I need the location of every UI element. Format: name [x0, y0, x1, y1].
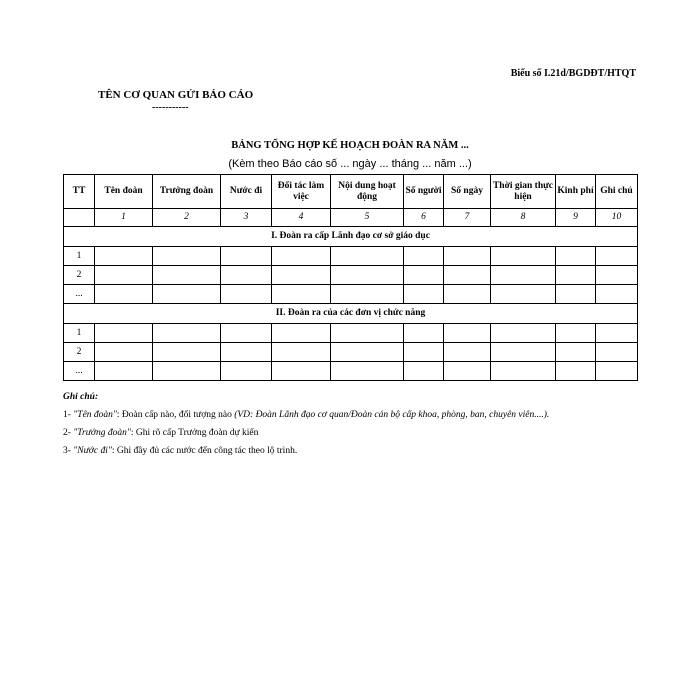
table-row [64, 266, 638, 285]
note-text: : Đoàn cấp nào, đối tượng nào [116, 410, 235, 420]
note-term: "Tên đoàn" [73, 410, 117, 420]
note-item [63, 428, 549, 438]
col-header-noi-dung: Nội dung hoạt động [331, 175, 404, 209]
agency-name: TÊN CƠ QUAN GỬI BÁO CÁO [98, 89, 254, 101]
table-row [64, 324, 638, 343]
plan-table [63, 174, 638, 381]
column-number: 7 [444, 209, 491, 227]
notes-heading: Ghi chú: [63, 392, 99, 402]
note-term: "Trưởng đoàn" [73, 428, 131, 438]
column-number: 9 [556, 209, 596, 227]
col-header-doi-tac: Đối tác làm việc [272, 175, 331, 209]
row-index: 1 [64, 247, 95, 266]
table-row [64, 247, 638, 266]
col-header-ghi-chu: Ghi chú [596, 175, 638, 209]
col-header-kinh-phi: Kinh phí [556, 175, 596, 209]
row-index: ... [64, 285, 95, 304]
column-number: 5 [331, 209, 404, 227]
section-row [64, 227, 638, 247]
col-header-so-ngay: Số ngày [444, 175, 491, 209]
row-index: 2 [64, 343, 95, 362]
note-prefix: 2- [63, 428, 74, 438]
column-number: 3 [221, 209, 272, 227]
table-row [64, 362, 638, 381]
note-item [63, 410, 549, 420]
column-number: 8 [491, 209, 556, 227]
section-row [64, 304, 638, 324]
note-item [63, 446, 549, 456]
row-index: 1 [64, 324, 95, 343]
col-header-so-nguoi: Số người [404, 175, 444, 209]
col-header-nuoc-di: Nước đi [221, 175, 272, 209]
column-number: 6 [404, 209, 444, 227]
section-title: II. Đoàn ra của các đơn vị chức năng [64, 304, 638, 324]
column-number: 4 [272, 209, 331, 227]
table-row [64, 343, 638, 362]
column-number-row [64, 209, 638, 227]
col-header-truong-doan: Trưởng đoàn [153, 175, 221, 209]
note-prefix: 3- [63, 446, 74, 456]
agency-underline: ----------- [152, 102, 189, 113]
row-index: ... [64, 362, 95, 381]
col-header-thoi-gian: Thời gian thực hiện [491, 175, 556, 209]
note-prefix: 1- [63, 410, 74, 420]
col-header-tt: TT [64, 175, 95, 209]
column-number: 1 [95, 209, 153, 227]
col-header-ten-doan: Tên đoàn [95, 175, 153, 209]
column-number: 10 [596, 209, 638, 227]
document-title: BẢNG TỔNG HỢP KẾ HOẠCH ĐOÀN RA NĂM ... [231, 140, 469, 151]
notes [63, 392, 549, 464]
section-title: I. Đoàn ra cấp Lãnh đạo cơ sở giáo dục [64, 227, 638, 247]
note-term: "Nước đi" [73, 446, 112, 456]
note-text: : Ghi rõ cấp Trưởng đoàn dự kiến [130, 428, 259, 438]
table-row [64, 285, 638, 304]
note-example: (VD: Đoàn Lãnh đạo cơ quan/Đoàn cán bộ cấp khoa, phòng, ban, chuyên viên....). [234, 410, 550, 420]
header-row [64, 175, 638, 209]
column-number: 2 [153, 209, 221, 227]
column-number [64, 209, 95, 227]
form-code: Biểu số I.21d/BGDĐT/HTQT [510, 68, 636, 79]
document-subtitle: (Kèm theo Báo cáo số ... ngày ... tháng ... năm ...) [228, 158, 472, 170]
row-index: 2 [64, 266, 95, 285]
note-text: : Ghi đầy đủ các nước đến công tác theo lộ trình. [111, 446, 298, 456]
